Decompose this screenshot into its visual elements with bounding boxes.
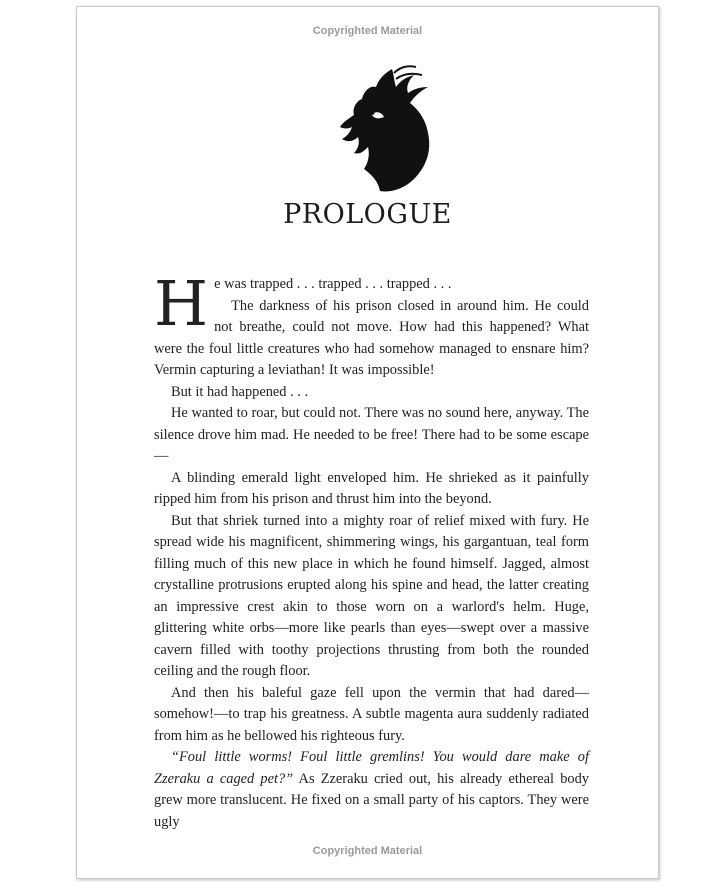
book-page <box>76 6 659 879</box>
paragraph: He wanted to roar, but could not. There was no sound here, anyway. The silence drove him mad. He needed to be free! There had to be some escape— <box>154 405 589 464</box>
paragraph: “Foul little worms! Foul little gremlins! You would dare make of Zzeraku a caged pet?” As Zzeraku cried out, his already ethereal body grew more translucent. He fixed on a small party of his captors. They were ugly <box>154 749 589 830</box>
copyright-watermark-top: Copyrighted Material <box>312 25 423 37</box>
paragraph: And then his baleful gaze fell upon the vermin that had dared—somehow!—to trap his greatness. A subtle magenta aura suddenly radiated from him as he bellowed his righteous fury. <box>154 684 589 744</box>
paragraph: The darkness of his prison closed in around him. He could not breathe, could not move. How had this happened? What were the foul little creatures who had somehow managed to ensnare him? Vermin capturing a leviathan! It was impossible! <box>154 297 589 378</box>
drop-cap: H <box>154 267 209 340</box>
dialogue-italic: “Foul little worms! Foul little gremlins! You would dare make of Zzeraku a caged pet?” <box>154 749 589 787</box>
paragraph: A blinding emerald light enveloped him. He shrieked as it painfully ripped him from his prison and thrust him into the beyond. <box>154 469 589 507</box>
paragraph: But that shriek turned into a mighty roar of relief mixed with fury. He spread wide his magnificent, shimmering wings, his gargantuan, teal form filling much of this new place in which he found himself. Jagged, almost crystalline protrusions erupted along his spine and head, the latter creating an impressive crest akin to those worn on a warlord's helm. Huge, glittering white orbs—more like pearls than eyes—swept over a massive cavern filled with toothy projections thrusting from both the rounded ceiling and the rough floor. <box>154 512 589 679</box>
paragraph: But it had happened . . . <box>171 383 309 400</box>
dragon-head-icon <box>334 65 438 197</box>
copyright-watermark-bottom: Copyrighted Material <box>312 845 423 857</box>
paragraph: He was trapped . . . trapped . . . trapped . . . <box>154 267 452 340</box>
chapter-heading: PROLOGUE <box>283 199 452 230</box>
body-text <box>154 267 589 833</box>
